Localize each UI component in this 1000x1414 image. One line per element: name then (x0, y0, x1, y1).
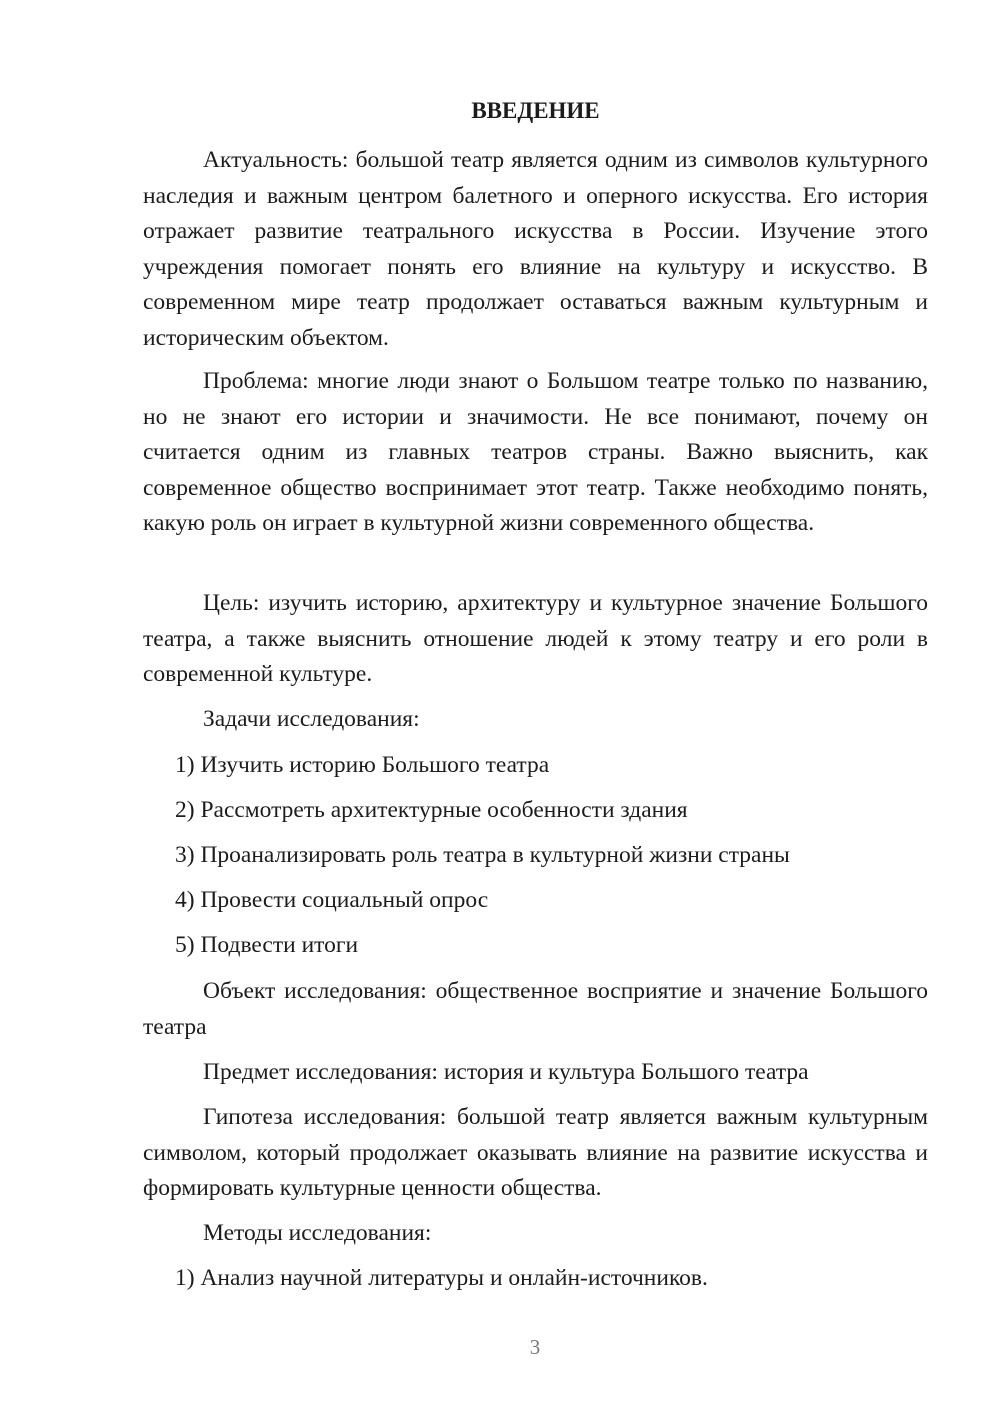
task-item-5: 5) Подвести итоги (175, 932, 359, 958)
problem-paragraph: Проблема: многие люди знают о Большом театре только по названию, но не знают его истории и значимости. Не все понимают, почему он считается одним из главных театров страны. Важно выяснить, как современное общество воспринимает этот театр. Также необходимо понять, какую роль он играет в культурной жизни современного общества. (143, 368, 928, 536)
page-number: 3 (529, 1335, 541, 1359)
relevance-paragraph: Актуальность: большой театр является одним из символов культурного наследия и важным центром балетного и оперного искусства. Его история отражает развитие театрального искусства в России. Изучение этого учреждения помогает понять его влияние на культуру и искусство. В современном мире театр продолжает оставаться важным культурным и историческим объектом. (143, 147, 928, 351)
section-title: ВВЕДЕНИЕ (471, 98, 600, 123)
task-item-3: 3) Проанализировать роль театра в культурной жизни страны (175, 842, 790, 868)
task-item-1: 1) Изучить историю Большого театра (175, 752, 550, 778)
method-item-1: 1) Анализ научной литературы и онлайн-источников. (175, 1265, 708, 1291)
hypothesis-paragraph: Гипотеза исследования: большой театр является важным культурным символом, который продолжает оказывать влияние на развитие искусства и формировать культурные ценности общества. (143, 1104, 928, 1201)
tasks-heading: Задачи исследования: (203, 706, 420, 732)
task-item-2: 2) Рассмотреть архитектурные особенности здания (175, 797, 688, 823)
methods-heading: Методы исследования: (203, 1220, 432, 1246)
task-item-4: 4) Провести социальный опрос (175, 887, 489, 913)
subject-paragraph: Предмет исследования: история и культура Большого театра (203, 1059, 809, 1085)
goal-paragraph: Цель: изучить историю, архитектуру и культурное значение Большого театра, а также выяснить отношение людей к этому театру и его роли в современной культуре. (143, 590, 928, 687)
object-paragraph: Объект исследования: общественное восприятие и значение Большого театра (143, 978, 928, 1040)
